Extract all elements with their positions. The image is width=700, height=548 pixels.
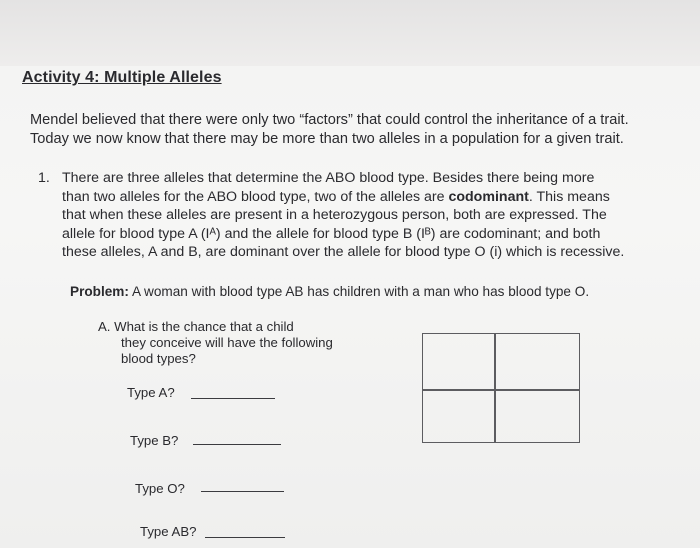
question-line: A. What is the chance that a child xyxy=(98,319,294,334)
type-ab-label: Type AB? xyxy=(140,524,197,539)
intro-line: Mendel believed that there were only two “factors” that could control the inheritance of a trait. xyxy=(30,112,629,128)
type-o-label: Type O? xyxy=(135,481,185,496)
item-line: these alleles, A and B, are dominant over the allele for blood type O (i) which is recessive. xyxy=(62,244,625,260)
item-line-codominant: than two alleles for the ABO blood type, two of the alleles are codominant. This means xyxy=(62,188,610,205)
type-a-label: Type A? xyxy=(127,385,175,400)
punnett-square[interactable] xyxy=(422,333,580,443)
type-o-answer-blank[interactable] xyxy=(201,491,284,492)
problem-label: Problem: xyxy=(70,284,129,299)
page-top-shadow xyxy=(0,0,700,66)
punnett-vertical-divider xyxy=(494,334,496,442)
punnett-horizontal-divider xyxy=(423,389,579,391)
question-line: they conceive will have the following xyxy=(121,335,333,350)
type-ab-answer-blank[interactable] xyxy=(205,537,285,538)
type-b-label: Type B? xyxy=(130,433,179,448)
item-line: that when these alleles are present in a heterozygous person, both are expressed. The xyxy=(62,207,607,223)
question-line: blood types? xyxy=(121,351,196,366)
item-number: 1. xyxy=(38,170,50,186)
activity-heading: Activity 4: Multiple Alleles xyxy=(22,69,222,86)
intro-paragraph xyxy=(30,111,695,149)
intro-line: Today we now know that there may be more than two alleles in a population for a given trait. xyxy=(30,131,624,147)
type-a-answer-blank[interactable] xyxy=(191,398,275,399)
type-b-answer-blank[interactable] xyxy=(193,444,281,445)
item-line: There are three alleles that determine the ABO blood type. Besides there being more xyxy=(62,170,595,186)
codominant-term: codominant xyxy=(448,188,529,205)
problem-statement xyxy=(70,284,589,299)
problem-text: A woman with blood type AB has children with a man who has blood type O. xyxy=(128,284,590,299)
item-line: allele for blood type A (Iᴬ) and the allele for blood type B (Iᴮ) are codominant; and both xyxy=(62,225,601,242)
